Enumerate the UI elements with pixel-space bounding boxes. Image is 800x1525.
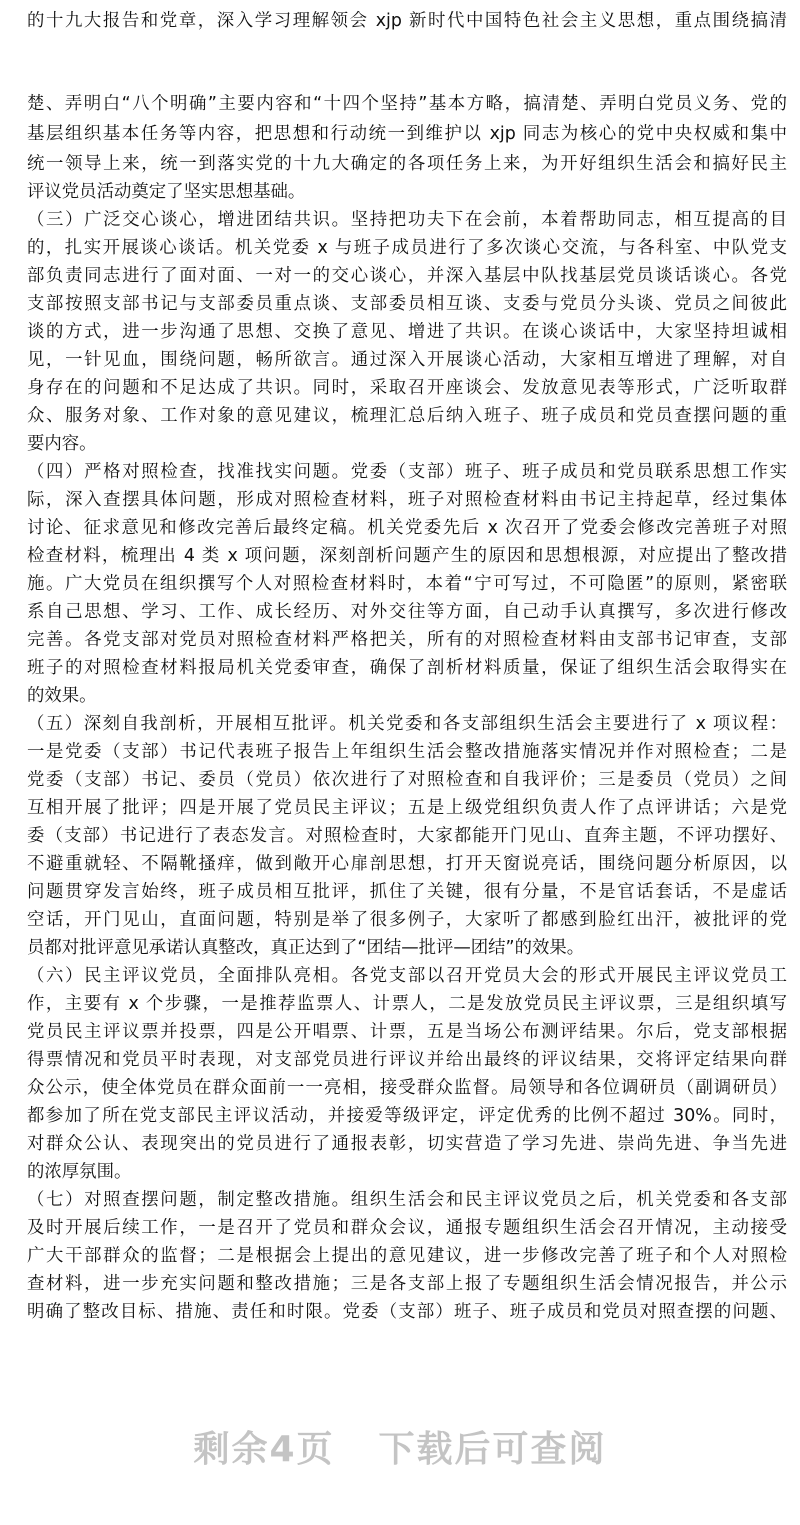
- section-heading-line: （三）广泛交心谈心，增进团结共识。坚持把功夫下在会前，本着帮助同志，相互提高的目: [27, 210, 787, 230]
- text-line: 查材料，进一步充实问题和整改措施；三是各支部上报了专题组织生活会情况报告，并公示: [27, 1274, 787, 1294]
- section-heading-line: （四）严格对照检查，找准找实问题。党委（支部）班子、班子成员和党员联系思想工作实: [27, 462, 787, 482]
- text-line: 互相开展了批评；四是开展了党员民主评议；五是上级党组织负责人作了点评讲话；六是党: [27, 798, 787, 818]
- text-line: 众公示，使全体党员在群众面前一一亮相，接受群众监督。局领导和各位调研员（副调研员）: [27, 1078, 787, 1098]
- text-line: 众、服务对象、工作对象的意见建议，梳理汇总后纳入班子、班子成员和党员查摆问题的重: [27, 406, 787, 426]
- text-line: 对群众公认、表现突出的党员进行了通报表彰，切实营造了学习先进、崇尚先进、争当先进: [27, 1134, 787, 1154]
- text-line: 党委（支部）书记、委员（党员）依次进行了对照检查和自我评价；三是委员（党员）之间: [27, 770, 787, 790]
- text-line: 支部按照支部书记与支部委员重点谈、支部委员相互谈、支委与党员分头谈、党员之间彼此: [27, 294, 787, 314]
- text-line: 身存在的问题和不足达成了共识。同时，采取召开座谈会、发放意见表等形式，广泛听取群: [27, 378, 787, 398]
- text-line: 际，深入查摆具体问题，形成对照检查材料，班子对照检查材料由书记主持起草，经过集体: [27, 490, 787, 510]
- text-line: 明确了整改目标、措施、责任和时限。党委（支部）班子、班子成员和党员对照查摆的问题、: [27, 1302, 787, 1322]
- text-line: 的，扎实开展谈心谈话。机关党委 x 与班子成员进行了多次谈心交流，与各科室、中队党支: [27, 238, 787, 258]
- text-line: 评议党员活动奠定了坚实思想基础。: [27, 182, 306, 202]
- text-line: 见，一针见血，围绕问题，畅所欲言。通过深入开展谈心活动，大家相互增进了理解，对自: [27, 350, 787, 370]
- text-line: 完善。各党支部对党员对照检查材料严格把关，所有的对照检查材料由支部书记审查，支部: [27, 630, 787, 650]
- text-line: 一是党委（支部）书记代表班子报告上年组织生活会整改措施落实情况并作对照检查；二是: [27, 742, 787, 762]
- text-line: 问题贯穿发言始终，班子成员相互批评，抓住了关键，很有分量，不是官话套话，不是虚话: [27, 882, 787, 902]
- text-line: 施。广大党员在组织撰写个人对照检查材料时，本着“宁可写过，不可隐匿”的原则，紧密联: [27, 574, 787, 594]
- text-line: 要内容。: [27, 434, 97, 454]
- text-line: 检查材料，梳理出 4 类 x 项问题，深刻剖析问题产生的原因和思想根源，对应提出了整改措: [27, 546, 787, 566]
- text-line: 统一领导上来，统一到落实党的十九大确定的各项任务上来，为开好组织生活会和搞好民主: [27, 154, 787, 174]
- section-heading-line: （五）深刻自我剖析，开展相互批评。机关党委和各支部组织生活会主要进行了 x 项议程：: [27, 714, 787, 734]
- text-line: 委（支部）书记进行了表态发言。对照检查时，大家都能开门见山、直奔主题，不评功摆好、: [27, 826, 787, 846]
- download-prompt[interactable]: [0, 1420, 800, 1480]
- text-line: 系自己思想、学习、工作、成长经历、对外交往等方面，自己动手认真撰写，多次进行修改: [27, 602, 787, 622]
- text-line: 部负责同志进行了面对面、一对一的交心谈心，并深入基层中队找基层党员谈话谈心。各党: [27, 266, 787, 286]
- section-heading-line: （七）对照查摆问题，制定整改措施。组织生活会和民主评议党员之后，机关党委和各支部: [27, 1190, 787, 1210]
- text-line: 不避重就轻、不隔靴搔痒，做到敞开心扉剖思想，打开天窗说亮话，围绕问题分析原因，以: [27, 854, 787, 874]
- text-line: 讨论、征求意见和修改完善后最终定稿。机关党委先后 x 次召开了党委会修改完善班子对照: [27, 518, 787, 538]
- text-line: 谈的方式，进一步沟通了思想、交换了意见、增进了共识。在谈心谈话中，大家坚持坦诚相: [27, 322, 787, 342]
- text-line: 广大干部群众的监督；二是根据会上提出的意见建议，进一步修改完善了班子和个人对照检: [27, 1246, 787, 1266]
- text-line: 的效果。: [27, 686, 97, 706]
- download-to-view-label: 下载后可查阅: [378, 1429, 607, 1470]
- text-line: 得票情况和党员平时表现，对支部党员进行评议并给出最终的评议结果，交将评定结果向群: [27, 1050, 787, 1070]
- text-line: 班子的对照检查材料报局机关党委审查，确保了剖析材料质量，保证了组织生活会取得实在: [27, 658, 787, 678]
- text-line: 作，主要有 x 个步骤，一是推荐监票人、计票人，二是发放党员民主评议票，三是组织填写: [27, 994, 787, 1014]
- remaining-pages-label: 剩余4页: [193, 1429, 335, 1470]
- text-line: 基层组织基本任务等内容，把思想和行动统一到维护以 xjp 同志为核心的党中央权威和集中: [27, 124, 787, 144]
- text-line: 员都对批评意见承诺认真整改，真正达到了“团结—批评—团结”的效果。: [27, 938, 585, 958]
- text-line: 及时开展后续工作，一是召开了党员和群众会议，通报专题组织生活会召开情况，主动接受: [27, 1218, 787, 1238]
- text-line: 党员民主评议票并投票，四是公开唱票、计票，五是当场公布测评结果。尔后，党支部根据: [27, 1022, 787, 1042]
- section-heading-line: （六）民主评议党员，全面排队亮相。各党支部以召开党员大会的形式开展民主评议党员工: [27, 966, 787, 986]
- text-line: 的十九大报告和党章，深入学习理解领会 xjp 新时代中国特色社会主义思想，重点围绕搞清: [27, 11, 787, 31]
- text-line: 的浓厚氛围。: [27, 1162, 132, 1182]
- text-line: 空话，开门见山，直面问题，特别是举了很多例子，大家听了都感到脸红出汗，被批评的党: [27, 910, 787, 930]
- text-line: 楚、弄明白“八个明确”主要内容和“十四个坚持”基本方略，搞清楚、弄明白党员义务、党的: [27, 94, 787, 114]
- text-line: 都参加了所在党支部民主评议活动，并接爱等级评定，评定优秀的比例不超过 30%。同时，: [27, 1106, 787, 1126]
